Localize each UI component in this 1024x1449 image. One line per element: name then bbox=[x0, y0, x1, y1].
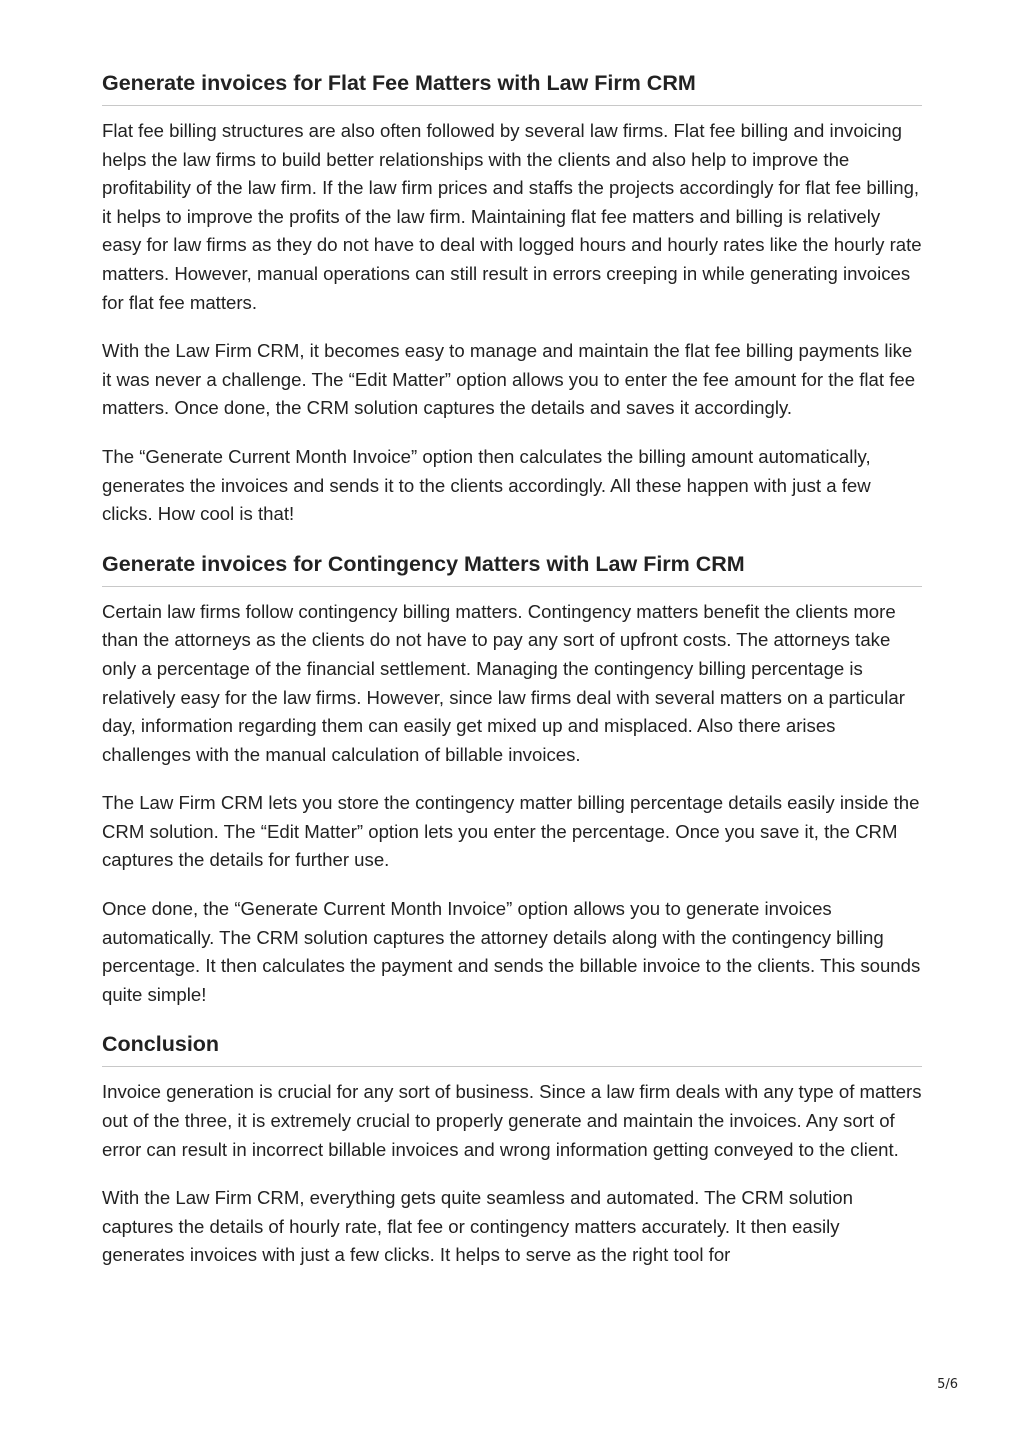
paragraph: Flat fee billing structures are also often followed by several law firms. Flat fee billing and invoicing helps the law firms to build better relationships with the clients and also help to improve the profitability of the law firm. If the law firm prices and staffs the projects accordingly for flat fee billing, it helps to improve the profits of the law firm. Maintaining flat fee matters and billing is relatively easy for law firms as they do not have to deal with logged hours and hourly rates like the hourly rate matters. However, manual operations can still result in errors creeping in while generating invoices for flat fee matters. bbox=[102, 120, 922, 313]
page-number: 5/6 bbox=[937, 1377, 958, 1392]
paragraph: With the Law Firm CRM, everything gets quite seamless and automated. The CRM solution captures the details of hourly rate, flat fee or contingency matters accurately. It then easily generates invoices with just a few clicks. It helps to serve as the right tool for bbox=[102, 1187, 853, 1266]
paragraph: Certain law firms follow contingency billing matters. Contingency matters benefit the clients more than the attorneys as the clients do not have to pay any sort of upfront costs. The attorneys take only a percentage of the financial settlement. Managing the contingency billing percentage is relatively easy for the law firms. However, since law firms deal with several matters on a particular day, information regarding them can easily get mixed up and misplaced. Also there arises challenges with the manual calculation of billable invoices. bbox=[102, 600, 905, 765]
paragraph: With the Law Firm CRM, it becomes easy to manage and maintain the flat fee billing payments like it was never a challenge. The “Edit Matter” option allows you to enter the fee amount for the flat fee matters. Once done, the CRM solution captures the details and saves it accordingly. bbox=[102, 340, 916, 419]
document-page bbox=[102, 68, 922, 1290]
paragraph: The “Generate Current Month Invoice” option then calculates the billing amount automatically, generates the invoices and sends it to the clients accordingly. All these happen with just a few clicks. How cool is that! bbox=[102, 445, 871, 525]
section-heading: Conclusion bbox=[102, 1029, 922, 1067]
section-heading: Generate invoices for Flat Fee Matters with Law Firm CRM bbox=[102, 68, 922, 106]
section-contingency bbox=[102, 549, 922, 1010]
section-flat-fee bbox=[102, 68, 922, 529]
section-conclusion bbox=[102, 1029, 922, 1270]
paragraph: The Law Firm CRM lets you store the contingency matter billing percentage details easily inside the CRM solution. The “Edit Matter” option lets you enter the percentage. Once you save it, the CRM captures the details for further use. bbox=[102, 792, 920, 871]
paragraph: Once done, the “Generate Current Month Invoice” option allows you to generate invoices automatically. The CRM solution captures the attorney details along with the contingency billing percentage. It then calculates the payment and sends the billable invoice to the clients. This sounds quite simple! bbox=[102, 898, 921, 1005]
paragraph: Invoice generation is crucial for any sort of business. Since a law firm deals with any type of matters out of the three, it is extremely crucial to properly generate and maintain the invoices. Any sort of error can result in incorrect billable invoices and wrong information getting conveyed to the client. bbox=[102, 1081, 922, 1160]
section-heading: Generate invoices for Contingency Matters with Law Firm CRM bbox=[102, 549, 922, 587]
